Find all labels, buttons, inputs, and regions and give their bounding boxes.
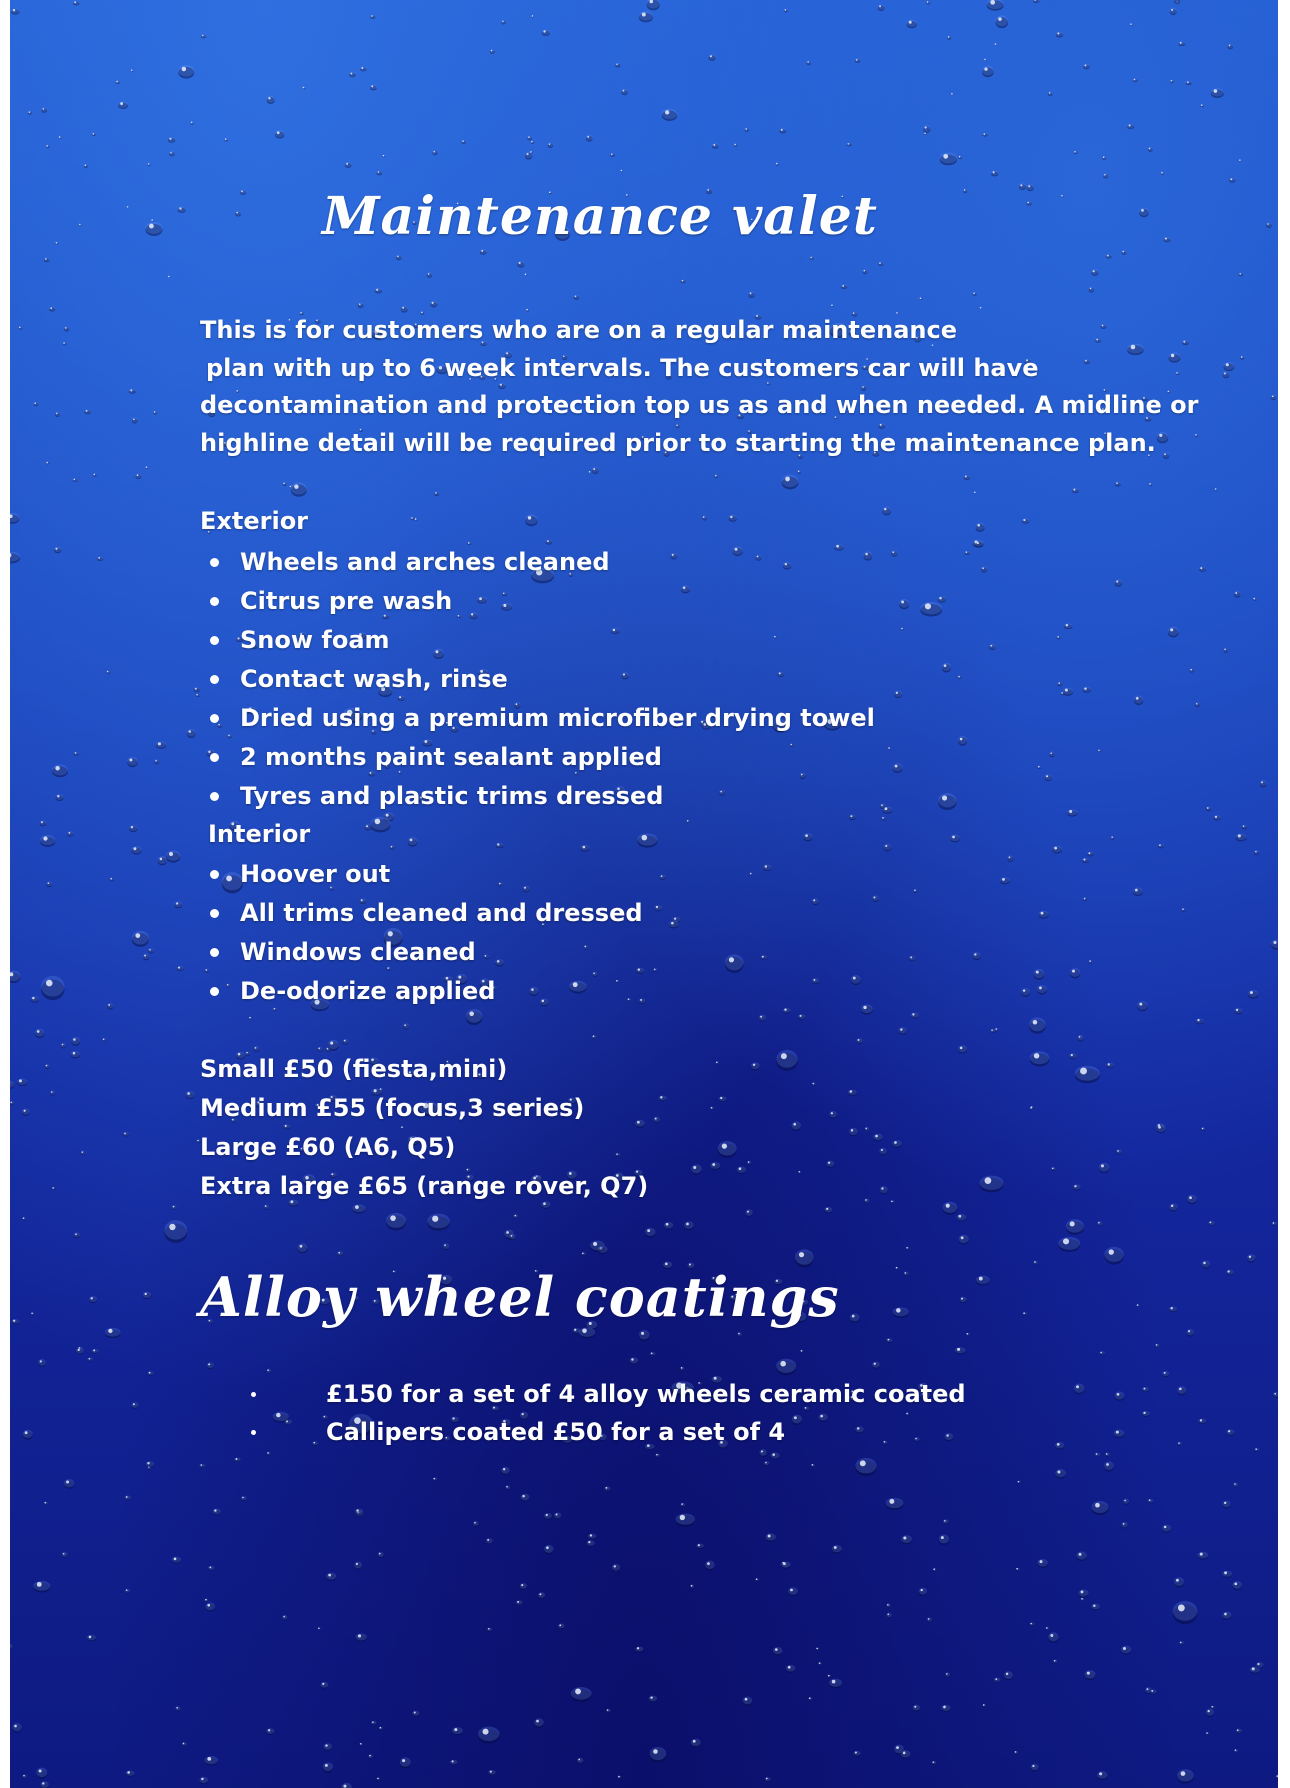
intro-line: decontamination and protection top us as and when needed. A midline or: [200, 391, 1199, 419]
alloy-services-list: [240, 1375, 966, 1451]
brochure-page: [10, 0, 1278, 1788]
list-item: Contact wash, rinse: [200, 660, 875, 699]
price-line: Medium £55 (focus,3 series): [200, 1094, 585, 1122]
price-line: Large £60 (A6, Q5): [200, 1133, 456, 1161]
intro-line: highline detail will be required prior to starting the maintenance plan.: [200, 428, 1156, 457]
interior-services-list: [200, 855, 643, 1011]
list-item: Citrus pre wash: [200, 582, 875, 621]
maintenance-valet-title: Maintenance valet: [322, 186, 878, 247]
price-line: Small £50 (fiesta,mini): [200, 1055, 508, 1083]
price-line: Extra large £65 (range rover, Q7): [200, 1172, 649, 1200]
list-item: Hoover out: [200, 855, 643, 894]
list-item: De-odorize applied: [200, 972, 643, 1011]
intro-line: This is for customers who are on a regular maintenance: [200, 316, 958, 344]
list-item: Tyres and plastic trims dressed: [200, 777, 875, 816]
alloy-wheel-coatings-title: Alloy wheel coatings: [200, 1265, 840, 1329]
page-content: [10, 0, 1278, 1788]
list-item: 2 months paint sealant applied: [200, 738, 875, 777]
list-item: Wheels and arches cleaned: [200, 543, 875, 582]
list-item: Dried using a premium microfiber drying towel: [200, 699, 875, 738]
list-item: £150 for a set of 4 alloy wheels ceramic coated: [240, 1375, 966, 1413]
price-list: [200, 1050, 648, 1206]
list-item: All trims cleaned and dressed: [200, 894, 643, 933]
list-item: Snow foam: [200, 621, 875, 660]
interior-heading: Interior: [208, 820, 311, 848]
intro-line: plan with up to 6 week intervals. The customers car will have: [206, 353, 1039, 382]
list-item: Windows cleaned: [200, 933, 643, 972]
exterior-services-list: [200, 543, 875, 816]
exterior-heading: Exterior: [200, 507, 309, 535]
list-item: Callipers coated £50 for a set of 4: [240, 1413, 966, 1451]
maintenance-intro-paragraph: [200, 312, 1199, 462]
